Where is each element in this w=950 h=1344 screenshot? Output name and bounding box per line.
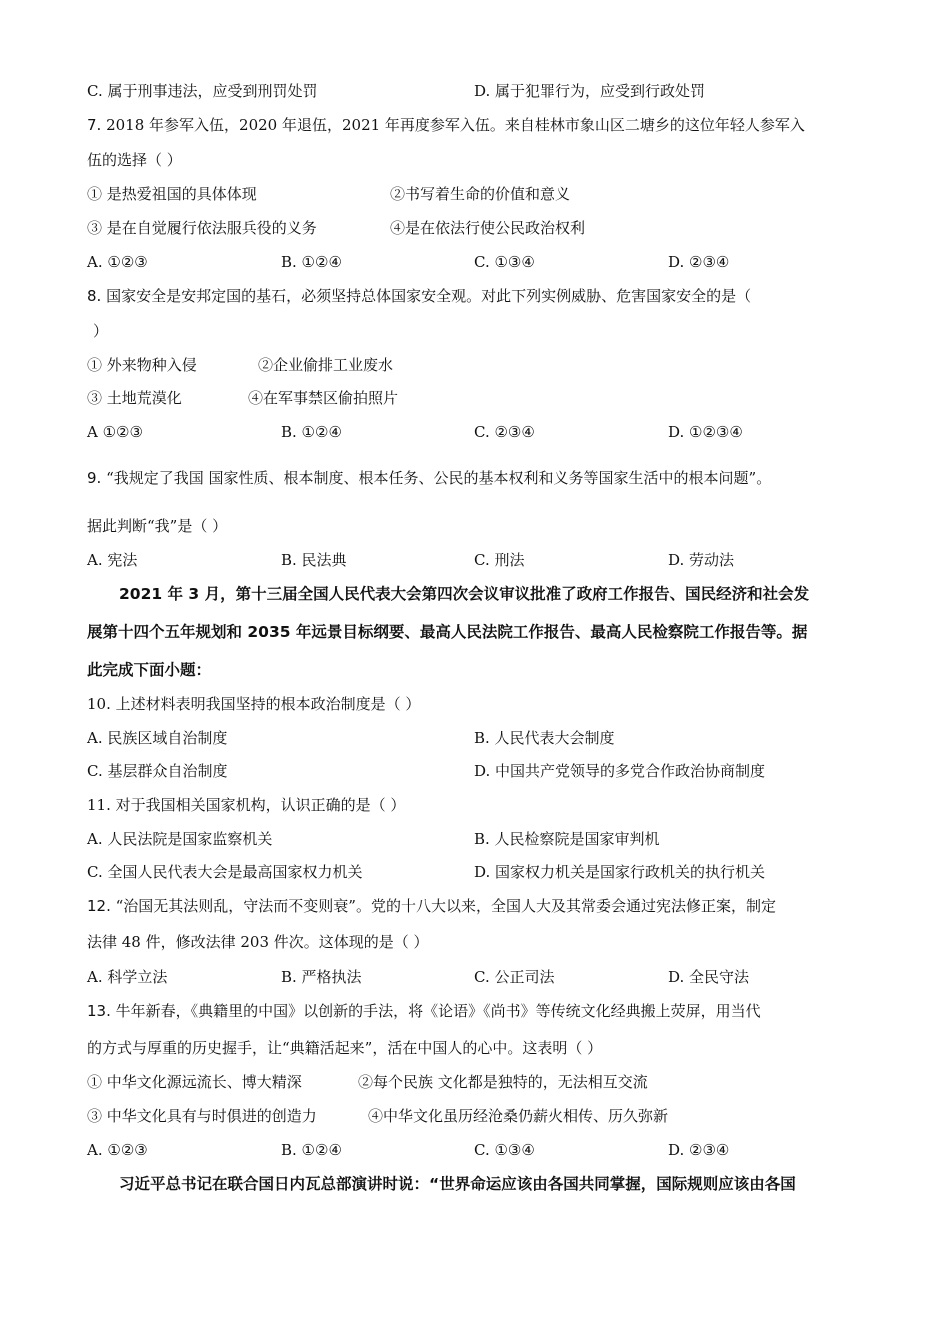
q7-statement-4: ④是在依法行使公民政治权利 [390, 219, 586, 237]
q8-stem-line2: ） [93, 322, 109, 340]
q9-option-a: A. 宪法 [87, 551, 138, 569]
q7-stem-text1: 2018 年参军入伍，2020 年退伍，2021 年再度参军入伍。来自桂林市象山区二塘乡的这位年轻人参军入 [106, 116, 805, 134]
q7-option-c: C. ①③④ [474, 253, 535, 271]
q8-stem-line1 [87, 286, 751, 306]
q12-stem-line1 [87, 896, 776, 916]
q8-statement-4: ④在军事禁区偷拍照片 [248, 389, 399, 407]
q10-option-d: D. 中国共产党领导的多党合作政治协商制度 [474, 762, 766, 780]
q9-option-d: D. 劳动法 [668, 551, 735, 569]
q8-statement-2: ②企业偷排工业废水 [258, 356, 394, 374]
q13-statement-1: ① 中华文化源远流长、博大精深 [87, 1073, 302, 1091]
q12-option-b: B. 严格执法 [281, 968, 362, 986]
material1-line2: 展第十四个五年规划和 2035 年远景目标纲要、最高人民法院工作报告、最高人民检察院工作报告等。据 [87, 623, 808, 641]
q13-option-a: A. ①②③ [87, 1141, 148, 1159]
material1-line3: 此完成下面小题： [87, 661, 212, 679]
q11-option-b: B. 人民检察院是国家审判机 [474, 830, 660, 848]
q7-statement-2: ②书写着生命的价值和意义 [390, 185, 571, 203]
q8-option-b: B. ①②④ [281, 423, 342, 441]
q9-option-b: B. 民法典 [281, 551, 347, 569]
q9-stem-text1: “我规定了我国 国家性质、根本制度、根本任务、公民的基本权利和义务等国家生活中的根本问题”。 [106, 469, 772, 487]
q10-stem: 10. 上述材料表明我国坚持的根本政治制度是（ ） [87, 695, 421, 713]
q13-statement-2: ②每个民族 文化都是独特的，无法相互交流 [358, 1073, 648, 1091]
q6-option-c: C. 属于刑事违法，应受到刑罚处罚 [87, 82, 318, 100]
q11-option-d: D. 国家权力机关是国家行政机关的执行机关 [474, 863, 766, 881]
q8-option-d: D. ①②③④ [668, 423, 743, 441]
q11-option-a: A. 人民法院是国家监察机关 [87, 830, 273, 848]
q8-stem-text1: 国家安全是安邦定国的基石，必须坚持总体国家安全观。对此下列实例威胁、危害国家安全的是（ [106, 287, 752, 305]
q11-stem: 11. 对于我国相关国家机构，认识正确的是（ ） [87, 796, 406, 814]
q12-option-d: D. 全民守法 [668, 968, 750, 986]
q9-number: 9. [87, 469, 102, 487]
q7-statement-3: ③ 是在自觉履行依法服兵役的义务 [87, 219, 317, 237]
q7-stem-line1 [87, 115, 805, 135]
material2-line1: 习近平总书记在联合国日内瓦总部演讲时说：“世界命运应该由各国共同掌握，国际规则应该由各国 [119, 1175, 796, 1193]
q6-option-d: D. 属于犯罪行为，应受到行政处罚 [474, 82, 706, 100]
q7-option-d: D. ②③④ [668, 253, 730, 271]
q13-option-c: C. ①③④ [474, 1141, 535, 1159]
q7-stem-line2: 伍的选择（ ） [87, 151, 182, 169]
q13-stem-line2: 的方式与厚重的历史握手，让“典籍活起来”，活在中国人的心中。这表明（ ） [87, 1039, 603, 1057]
q13-stem-line1 [87, 1001, 761, 1021]
q10-option-b: B. 人民代表大会制度 [474, 729, 615, 747]
q7-option-a: A. ①②③ [87, 253, 148, 271]
q8-option-c: C. ②③④ [474, 423, 535, 441]
q12-option-a: A. 科学立法 [87, 968, 168, 986]
q11-option-c: C. 全国人民代表大会是最高国家权力机关 [87, 863, 363, 881]
q13-option-d: D. ②③④ [668, 1141, 730, 1159]
q13-option-b: B. ①②④ [281, 1141, 342, 1159]
q7-number: 7. [87, 116, 102, 134]
q7-option-b: B. ①②④ [281, 253, 342, 271]
q12-stem-line2: 法律 48 件，修改法律 203 件次。这体现的是（ ） [87, 933, 429, 951]
q13-stem-text1: 牛年新春，《典籍里的中国》以创新的手法，将《论语》《尚书》等传统文化经典搬上荧屏，用当代 [115, 1002, 761, 1020]
q10-option-a: A. 民族区域自治制度 [87, 729, 228, 747]
q7-statement-1: ① 是热爱祖国的具体体现 [87, 185, 257, 203]
q13-number: 13. [87, 1002, 111, 1020]
q13-statement-3: ③ 中华文化具有与时俱进的创造力 [87, 1107, 317, 1125]
q8-number: 8. [87, 287, 102, 305]
q8-option-a: A ①②③ [87, 423, 143, 441]
q12-number: 12. [87, 897, 111, 915]
q9-option-c: C. 刑法 [474, 551, 525, 569]
q9-stem-line1 [87, 468, 771, 488]
q12-stem-text1: “治国无其法则乱，守法而不变则衰”。党的十八大以来，全国人大及其常委会通过宪法修正案，制定 [115, 897, 776, 915]
q12-option-c: C. 公正司法 [474, 968, 555, 986]
q8-statement-3: ③ 土地荒漠化 [87, 389, 182, 407]
q13-statement-4: ④中华文化虽历经沧桑仍薪火相传、历久弥新 [368, 1107, 669, 1125]
q8-statement-1: ① 外来物种入侵 [87, 356, 197, 374]
material1-line1: 2021 年 3 月，第十三届全国人民代表大会第四次会议审议批准了政府工作报告、国民经济和社会发 [119, 585, 810, 603]
q10-option-c: C. 基层群众自治制度 [87, 762, 228, 780]
q9-stem-line2: 据此判断“我”是（ ） [87, 517, 228, 535]
